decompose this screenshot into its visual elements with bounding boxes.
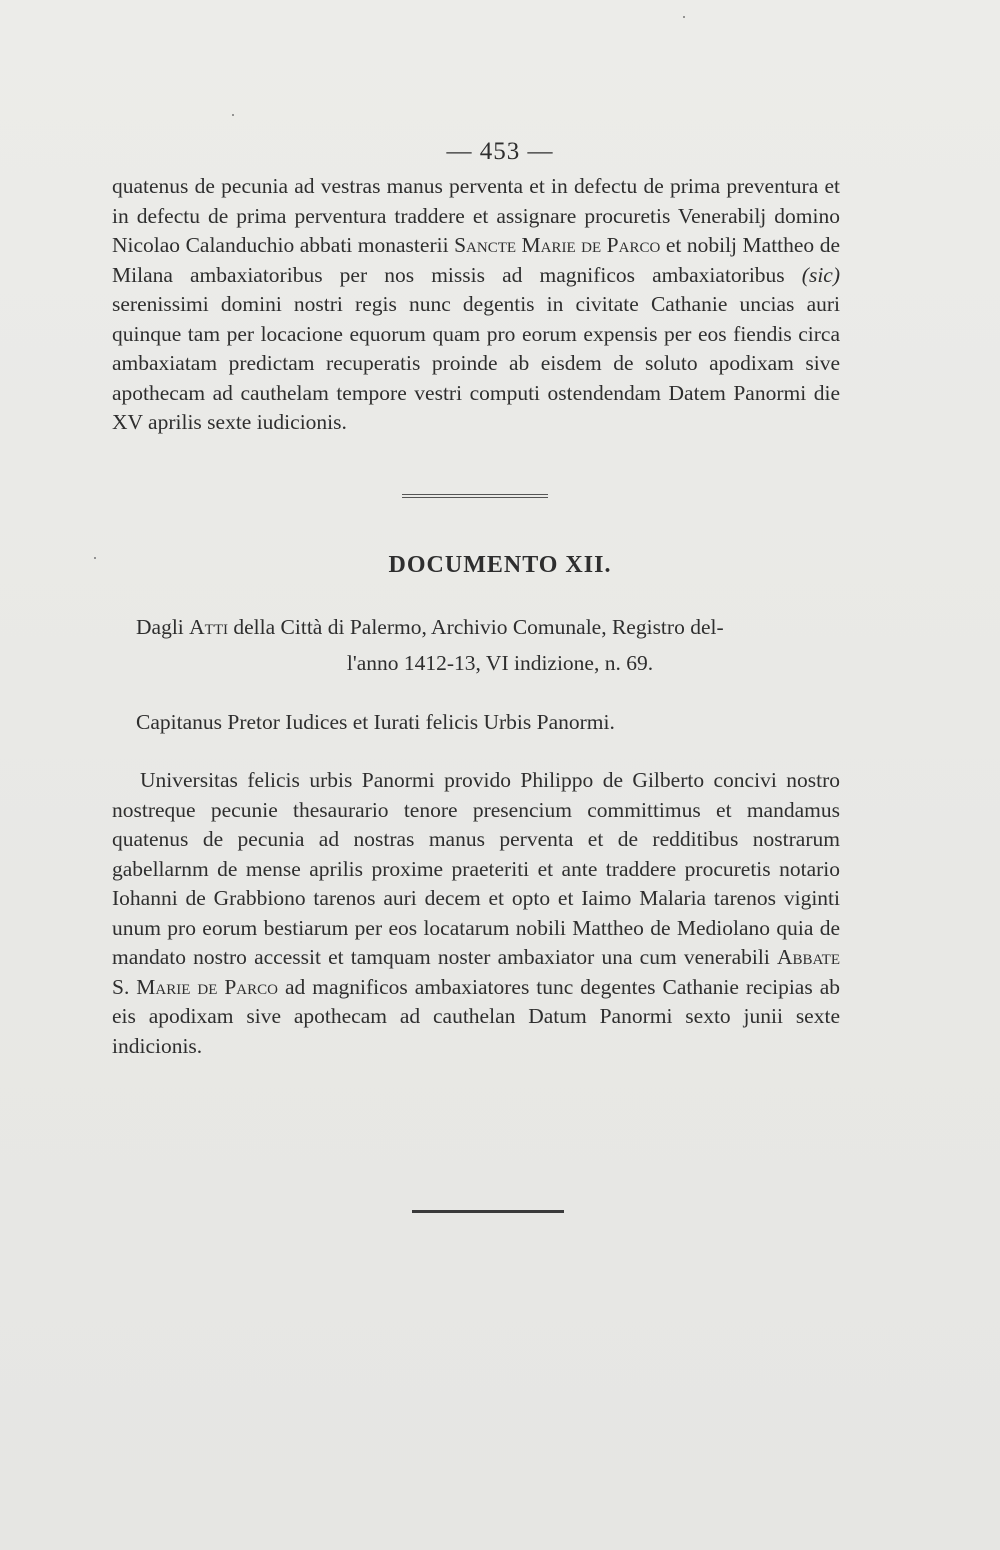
- address-line: Capitanus Pretor Iudices et Iurati felicis Urbis Panormi.: [136, 710, 615, 734]
- source-text: Dagli: [136, 615, 190, 639]
- paper-speck: [94, 557, 96, 559]
- document-body: [112, 766, 840, 1061]
- paragraph-text-part: quatenus de pecunia ad vestras manus perventa et in defectu de prima preventura et in defectu de prima perventura traddere et assignare procuretis Venerabilj domino Nicolao Calanduchio abbati monasterii: [112, 174, 840, 257]
- document-title: DOCUMENTO XII.: [388, 552, 612, 578]
- paragraph-text-part: Universitas felicis urbis Panormi provido Philippo de Gilberto concivi nostro nostreque pecunie thesaurario tenore presencium committimus et mandamus quatenus de pecunia ad nostras manus perventa et de redditibus nostrarum gabellarnm de mense aprilis proxime praeteriti et ante traddere procuretis notario Iohanni de Grabbiono tarenos auri decem et opto et Iaimo Malaria tarenos viginti unum pro eorum bestiarum per eos locatarum nobili Mattheo de Mediolano quia de mandato nostro accessit et tamquam noster ambaxiator una cum venerabili: [112, 768, 840, 969]
- small-caps-name: Sancte Marie de Parco: [454, 233, 661, 257]
- source-text: della Città di Palermo, Archivio Comunale, Registro del-: [228, 615, 724, 639]
- paragraph-text: [112, 172, 840, 438]
- end-divider: [412, 1210, 564, 1213]
- section-divider: [402, 494, 548, 498]
- paragraph-text: [112, 766, 840, 1061]
- source-citation: [136, 612, 840, 643]
- paragraph-text-part: serenissimi domini nostri regis nunc degentis in civitate Cathanie uncias auri quinque tam per locacione equorum quam pro eorum expensis per eos fiendis circa ambaxiatam predictam recuperatis proinde ab eisdem de soluto apodixam sive apothecam ad cauthelam tempore vestri computi ostendendam Datem Panormi die XV aprilis sexte iudicionis.: [112, 292, 840, 434]
- sic-note: (sic): [801, 262, 840, 287]
- source-small-caps: Atti: [189, 615, 229, 639]
- source-citation-continued: l'anno 1412-13, VI indizione, n. 69.: [346, 651, 654, 675]
- paragraph-text-part: et nobilj Mattheo de Milana ambaxiatoribus per nos missis ad magnificos ambaxiatoribus: [112, 233, 840, 287]
- paper-speck: [232, 114, 234, 116]
- paragraph-continuation: [112, 172, 840, 438]
- paragraph-text-part: ad magnificos ambaxiatores tunc degentes Cathanie recipias ab eis apodixam sive apothecam ad cauthelan Datum Panormi sexto junii sexte indicionis.: [112, 974, 840, 1058]
- small-caps-name: Abbate S. Marie de Parco: [112, 945, 840, 999]
- page-number: — 453 —: [446, 138, 554, 165]
- paper-speck: [683, 16, 685, 18]
